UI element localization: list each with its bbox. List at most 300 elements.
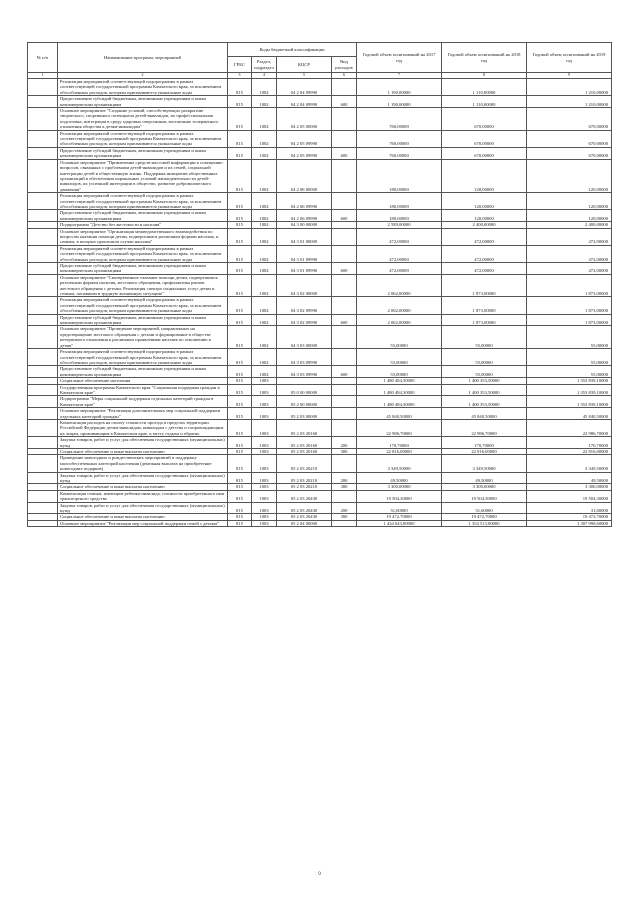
row-kcsr: 04 2 06 00000: [277, 159, 332, 192]
row-kcsr: 04 3 01 09990: [277, 245, 332, 262]
row-grbs: 815: [228, 79, 252, 96]
row-section: 1002: [252, 96, 277, 108]
row-kcsr: 05 2 00 00000: [277, 396, 332, 408]
row-number: [28, 326, 58, 349]
row-kvr: [332, 245, 357, 262]
row-amount-2018: 1 400 353,50000: [442, 396, 527, 408]
row-number: [28, 419, 58, 436]
row-amount-2017: 170,70000: [357, 437, 442, 449]
row-kvr: 600: [332, 366, 357, 378]
row-section: 1002: [252, 108, 277, 131]
row-kcsr: 04 2 04 09990: [277, 79, 332, 96]
row-kvr: 600: [332, 263, 357, 275]
budget-table: [27, 42, 612, 527]
row-amount-2017: 22 816,00000: [357, 449, 442, 455]
row-amount-2019: 670,00000: [527, 130, 612, 147]
row-amount-2019: 472,00000: [527, 228, 612, 245]
row-grbs: 815: [228, 378, 252, 384]
row-kvr: [332, 159, 357, 192]
row-kvr: 300: [332, 449, 357, 455]
row-amount-2018: 472,00000: [442, 228, 527, 245]
row-amount-2018: 55,00000: [442, 349, 527, 366]
row-amount-2019: 19 472,70000: [527, 514, 612, 520]
row-number: [28, 193, 58, 210]
row-kvr: [332, 455, 357, 472]
row-kvr: [332, 326, 357, 349]
row-kcsr: 04 2 05 00000: [277, 108, 332, 131]
column-index: 9: [527, 73, 612, 79]
row-number: [28, 96, 58, 108]
row-kvr: 600: [332, 210, 357, 222]
row-amount-2019: 22 986,70000: [527, 419, 612, 436]
row-amount-2018: 55,00000: [442, 326, 527, 349]
row-section: 1002: [252, 130, 277, 147]
row-kcsr: 04 2 04 09990: [277, 96, 332, 108]
row-name: Социальное обеспечение и иные выплаты населению: [58, 484, 228, 490]
row-amount-2019: 3 349,50000: [527, 455, 612, 472]
row-name: Реализация мероприятий соответствующей подпрограммы в рамках соответствующей государственной программы Камчатского края, за исключением обособленных расходов, которым присваиваются уникальные коды: [58, 79, 228, 96]
row-amount-2017: 180,00000: [357, 193, 442, 210]
row-amount-2019: 170,70000: [527, 437, 612, 449]
row-kcsr: 04 3 01 09990: [277, 263, 332, 275]
row-grbs: 815: [228, 159, 252, 192]
row-name: Реализация мероприятий соответствующей подпрограммы в рамках соответствующей государственной программы Камчатского края, за исключением обособленных расходов, которым присваиваются уникальные коды: [58, 130, 228, 147]
row-amount-2017: 1 480 484,30000: [357, 378, 442, 384]
row-amount-2017: 22 986,70000: [357, 419, 442, 436]
row-kcsr: 04 3 02 09990: [277, 314, 332, 326]
row-amount-2018: 1 400 353,50000: [442, 384, 527, 396]
row-name: Предоставление субсидий бюджетным, автономным учреждениям и иным некоммерческим организациям: [58, 147, 228, 159]
row-grbs: 815: [228, 514, 252, 520]
row-section: 1002: [252, 263, 277, 275]
row-amount-2018: 472,00000: [442, 245, 527, 262]
row-name: Предоставление субсидий бюджетным, автономным учреждениям и иным некоммерческим организациям: [58, 96, 228, 108]
row-amount-2017: 1 190,00000: [357, 79, 442, 96]
row-amount-2019: 670,00000: [527, 147, 612, 159]
row-kvr: [332, 297, 357, 314]
row-amount-2017: 31,60000: [357, 502, 442, 514]
table-row: [28, 79, 612, 96]
row-amount-2019: 45 840,50000: [527, 408, 612, 420]
row-kvr: [332, 274, 357, 297]
row-number: [28, 408, 58, 420]
row-section: 1003: [252, 520, 277, 526]
row-amount-2019: 1 873,00000: [527, 314, 612, 326]
table-row: [28, 366, 612, 378]
row-name: Основное мероприятие "Своевременное оказание помощи детям, подвергшимся различным формам насилия, жестокого обращения, профилактика рисков жестокого обращения с детьми. Реализация спектра социальных услуг детям и семьям, попавшим в трудную жизненную ситуацию": [58, 274, 228, 297]
table-row: [28, 159, 612, 192]
table-row: [28, 274, 612, 297]
row-amount-2017: 760,00000: [357, 130, 442, 147]
row-amount-2017: 472,00000: [357, 228, 442, 245]
row-section: 1002: [252, 159, 277, 192]
row-number: [28, 159, 58, 192]
row-amount-2017: 19 504,30000: [357, 490, 442, 502]
row-number: [28, 437, 58, 449]
table-body: [28, 79, 612, 527]
row-amount-2017: 180,00000: [357, 159, 442, 192]
row-section: 1002: [252, 314, 277, 326]
table-row: [28, 263, 612, 275]
row-kvr: 200: [332, 502, 357, 514]
row-number: [28, 228, 58, 245]
row-grbs: 815: [228, 147, 252, 159]
row-amount-2017: 49,50000: [357, 472, 442, 484]
row-section: 1002: [252, 147, 277, 159]
row-amount-2018: 1 873,00000: [442, 274, 527, 297]
row-grbs: 815: [228, 408, 252, 420]
row-grbs: 815: [228, 130, 252, 147]
row-amount-2017: 45 840,50000: [357, 408, 442, 420]
row-amount-2017: 3 349,50000: [357, 455, 442, 472]
row-kvr: [332, 228, 357, 245]
row-number: [28, 297, 58, 314]
row-kcsr: 05 2 03 20210: [277, 484, 332, 490]
row-amount-2018: 3 300,00000: [442, 484, 527, 490]
row-amount-2019: 472,00000: [527, 245, 612, 262]
row-kvr: [332, 419, 357, 436]
row-kcsr: 05 2 03 20430: [277, 490, 332, 502]
row-amount-2019: 2 400,00000: [527, 222, 612, 228]
table-row: [28, 297, 612, 314]
row-amount-2019: 1 353 839,10000: [527, 384, 612, 396]
row-grbs: 815: [228, 222, 252, 228]
row-number: [28, 490, 58, 502]
row-grbs: 815: [228, 455, 252, 472]
row-kvr: [332, 108, 357, 131]
row-amount-2017: 55,00000: [357, 349, 442, 366]
table-row: [28, 193, 612, 210]
row-name: Реализация мероприятий соответствующей подпрограммы в рамках соответствующей государственной программы Камчатского края, за исключением обособленных расходов, которым присваиваются уникальные коды: [58, 349, 228, 366]
row-amount-2018: 170,70000: [442, 437, 527, 449]
row-number: [28, 147, 58, 159]
row-kcsr: 05 2 04 00000: [277, 520, 332, 526]
header-name: Наименование программ, мероприятий: [58, 43, 228, 73]
row-amount-2018: 1 354 513,00000: [442, 520, 527, 526]
table-row: [28, 520, 612, 526]
header-2017: Годовой объем ассигнований на 2017 год: [357, 43, 442, 73]
row-amount-2017: 472,00000: [357, 245, 442, 262]
row-section: 1002: [252, 222, 277, 228]
row-amount-2017: 2 062,00000: [357, 274, 442, 297]
row-name: Социальное обеспечение населения: [58, 378, 228, 384]
row-section: 1002: [252, 366, 277, 378]
row-amount-2019: 1 210,00000: [527, 96, 612, 108]
row-amount-2017: 2 589,00000: [357, 222, 442, 228]
table-row: [28, 326, 612, 349]
row-number: [28, 314, 58, 326]
row-number: [28, 366, 58, 378]
row-section: 1003: [252, 408, 277, 420]
row-amount-2018: 49,50000: [442, 472, 527, 484]
row-number: [28, 263, 58, 275]
row-amount-2018: 670,00000: [442, 147, 527, 159]
row-section: 1003: [252, 472, 277, 484]
row-grbs: 815: [228, 263, 252, 275]
row-kcsr: 05 2 03 20430: [277, 502, 332, 514]
row-kvr: 600: [332, 314, 357, 326]
row-amount-2019: 1 353 839,10000: [527, 396, 612, 408]
column-index: 8: [442, 73, 527, 79]
row-name: Основное мероприятие "Привлечение средств массовой информации к освещению вопросов, связанных с проблемами детей-инвалидов и их семей, социальной интеграции детей в общественную жизнь. Поддержка инициатив общественных организаций в обеспечении нормальных условий жизнедеятельности детей-инвалидов, их успешной интеграции в общество, развитие добровольческого движения": [58, 159, 228, 192]
row-amount-2019: 55,00000: [527, 326, 612, 349]
table-row: [28, 437, 612, 449]
budget-table-sheet: [27, 42, 611, 527]
row-amount-2019: 55,00000: [527, 366, 612, 378]
row-grbs: 815: [228, 490, 252, 502]
row-grbs: 815: [228, 384, 252, 396]
row-amount-2018: 19 472,70000: [442, 514, 527, 520]
row-kcsr: 04 3 03 09990: [277, 366, 332, 378]
column-index: 3: [228, 73, 252, 79]
row-amount-2017: 1 480 484,30000: [357, 384, 442, 396]
column-index: 4: [252, 73, 277, 79]
row-kvr: [332, 396, 357, 408]
row-kcsr: 05 2 03 20160: [277, 437, 332, 449]
row-amount-2018: 22 816,00000: [442, 449, 527, 455]
row-section: 1003: [252, 396, 277, 408]
row-section: 1003: [252, 502, 277, 514]
row-section: 1003: [252, 384, 277, 396]
row-amount-2018: 120,00000: [442, 193, 527, 210]
row-name: Предоставление субсидий бюджетным, автономным учреждениям и иным некоммерческим организациям: [58, 366, 228, 378]
table-row: [28, 419, 612, 436]
row-amount-2017: 19 472,70000: [357, 514, 442, 520]
row-grbs: 815: [228, 484, 252, 490]
header-2019: Годовой объем ассигнований на 2019 год: [527, 43, 612, 73]
row-kcsr: 04 2 05 09990: [277, 147, 332, 159]
row-kcsr: 05 2 03 20210: [277, 455, 332, 472]
table-row: [28, 314, 612, 326]
row-kvr: [332, 408, 357, 420]
row-amount-2017: 180,00000: [357, 210, 442, 222]
header-number: № п/п: [28, 43, 58, 73]
row-kvr: 300: [332, 514, 357, 520]
row-number: [28, 520, 58, 526]
row-grbs: 815: [228, 96, 252, 108]
row-number: [28, 245, 58, 262]
row-amount-2019: 1 210,00000: [527, 79, 612, 96]
row-number: [28, 384, 58, 396]
row-amount-2017: 3 300,00000: [357, 484, 442, 490]
row-kcsr: 04 3 00 00000: [277, 222, 332, 228]
row-grbs: 815: [228, 366, 252, 378]
row-amount-2019: 1 873,00000: [527, 297, 612, 314]
row-name: Закупка товаров, работ и услуг для обеспечения государственных (муниципальных) нужд: [58, 437, 228, 449]
table-row: [28, 108, 612, 131]
row-section: 1002: [252, 326, 277, 349]
row-grbs: 815: [228, 472, 252, 484]
row-name: Основное мероприятие "Проведение мероприятий, направленных на предотвращение жестокого обращения с детьми и формирование в обществе нетерпимого отношения к различным проявлениям насилия по отношению к детям": [58, 326, 228, 349]
row-amount-2018: 19 504,30000: [442, 490, 527, 502]
row-amount-2018: 31,60000: [442, 502, 527, 514]
row-amount-2018: 120,00000: [442, 210, 527, 222]
row-kcsr: 05 2 03 20210: [277, 472, 332, 484]
row-section: 1002: [252, 210, 277, 222]
row-kcsr: 04 2 05 09990: [277, 130, 332, 147]
row-amount-2019: 120,00000: [527, 159, 612, 192]
row-amount-2018: 670,00000: [442, 108, 527, 131]
row-amount-2019: 670,00000: [527, 108, 612, 131]
row-section: 1003: [252, 449, 277, 455]
row-amount-2017: 1 480 484,30000: [357, 396, 442, 408]
row-section: 1003: [252, 490, 277, 502]
table-row: [28, 96, 612, 108]
row-section: 1002: [252, 297, 277, 314]
row-section: 1003: [252, 514, 277, 520]
row-kvr: 600: [332, 96, 357, 108]
row-amount-2018: 3 349,50000: [442, 455, 527, 472]
row-grbs: 815: [228, 502, 252, 514]
header-section: Раздел, подраздел: [252, 57, 277, 73]
row-grbs: 815: [228, 193, 252, 210]
row-name: Подпрограмма "Меры социальной поддержки отдельных категорий граждан в Камчатском крае": [58, 396, 228, 408]
row-number: [28, 274, 58, 297]
row-section: 1002: [252, 228, 277, 245]
row-amount-2019: 1 353 839,10000: [527, 378, 612, 384]
table-row: [28, 245, 612, 262]
table-row: [28, 349, 612, 366]
row-kcsr: 04 3 01 00000: [277, 228, 332, 245]
row-grbs: 815: [228, 349, 252, 366]
row-number: [28, 130, 58, 147]
row-kcsr: 04 3 03 09990: [277, 349, 332, 366]
row-name: Основное мероприятие "Реализация мер социальной поддержки семей с детьми": [58, 520, 228, 526]
table-row: [28, 472, 612, 484]
row-grbs: 815: [228, 314, 252, 326]
row-kvr: 200: [332, 472, 357, 484]
row-grbs: 815: [228, 419, 252, 436]
table-row: [28, 384, 612, 396]
row-section: 1003: [252, 378, 277, 384]
row-section: 1003: [252, 455, 277, 472]
row-name: Основное мероприятие "Реализация дополнительных мер социальной поддержки отдельных категорий граждан": [58, 408, 228, 420]
row-name: Основное мероприятие "Создание условий, способствующих раскрытию творческого, спортивного потенциала детей-инвалидов, их профессиональная подготовка, интеграция в среду здоровых сверстников, воспитание толерантного отношения общества к детям-инвалидам": [58, 108, 228, 131]
row-number: [28, 455, 58, 472]
row-section: 1002: [252, 274, 277, 297]
row-amount-2019: 49,50000: [527, 472, 612, 484]
row-name: Социальное обеспечение и иные выплаты населению: [58, 449, 228, 455]
header-kcsr: КЦСР: [277, 57, 332, 73]
row-name: Проведение новогодних и рождественских мероприятий и поддержку малообеспеченных категорий населения (денежная выплата на приобретение новогодних подарков): [58, 455, 228, 472]
row-amount-2018: 120,00000: [442, 159, 527, 192]
row-section: 1003: [252, 437, 277, 449]
row-kcsr: 05 2 03 20160: [277, 419, 332, 436]
row-section: 1003: [252, 419, 277, 436]
row-kvr: [332, 193, 357, 210]
row-amount-2019: 1 873,00000: [527, 274, 612, 297]
row-kvr: 300: [332, 484, 357, 490]
row-kcsr: 04 3 02 00000: [277, 274, 332, 297]
row-name: Закупка товаров, работ и услуг для обеспечения государственных (муниципальных) нужд: [58, 472, 228, 484]
row-section: 1002: [252, 79, 277, 96]
row-amount-2018: 1 110,00000: [442, 96, 527, 108]
row-kvr: 600: [332, 147, 357, 159]
row-kcsr: 05 0 00 00000: [277, 384, 332, 396]
row-grbs: 815: [228, 326, 252, 349]
row-kcsr: 04 2 06 09990: [277, 210, 332, 222]
row-kvr: 200: [332, 437, 357, 449]
row-number: [28, 210, 58, 222]
row-amount-2019: 55,00000: [527, 349, 612, 366]
row-amount-2017: 2 062,00000: [357, 314, 442, 326]
row-grbs: 815: [228, 520, 252, 526]
row-amount-2018: 472,00000: [442, 263, 527, 275]
table-row: [28, 502, 612, 514]
row-amount-2018: 1 110,00000: [442, 79, 527, 96]
row-name: Подпрограмма "Детство без жестокости и насилия": [58, 222, 228, 228]
header-2018: Годовой объем ассигнований на 2018 год: [442, 43, 527, 73]
row-name: Компенсация расходов на оплату стоимости проезда в пределах территории Российской Федерации детям-инвалидам, инвалидам с детства и сопровождающим их лицам, проживающим в Камчатском крае, к месту отдыха и обратно: [58, 419, 228, 436]
row-amount-2018: 670,00000: [442, 130, 527, 147]
row-kcsr: 04 2 06 09990: [277, 193, 332, 210]
row-number: [28, 108, 58, 131]
row-amount-2017: 1 190,00000: [357, 96, 442, 108]
row-grbs: 815: [228, 297, 252, 314]
row-amount-2019: 22 816,00000: [527, 449, 612, 455]
row-amount-2019: 31,60000: [527, 502, 612, 514]
table-row: [28, 147, 612, 159]
row-amount-2017: 472,00000: [357, 263, 442, 275]
row-amount-2018: 22 986,70000: [442, 419, 527, 436]
row-amount-2019: 120,00000: [527, 210, 612, 222]
row-amount-2018: 1 873,00000: [442, 314, 527, 326]
row-section: 1003: [252, 484, 277, 490]
row-section: 1002: [252, 349, 277, 366]
row-section: 1002: [252, 193, 277, 210]
row-kcsr: 04 3 03 00000: [277, 326, 332, 349]
row-name: Реализация мероприятий соответствующей подпрограммы в рамках соответствующей государственной программы Камчатского края, за исключением обособленных расходов, которым присваиваются уникальные коды: [58, 193, 228, 210]
row-amount-2019: 472,00000: [527, 263, 612, 275]
row-name: Реализация мероприятий соответствующей подпрограммы в рамках соответствующей государственной программы Камчатского края, за исключением обособленных расходов, которым присваиваются уникальные коды: [58, 245, 228, 262]
row-kvr: [332, 520, 357, 526]
row-kcsr: 04 3 02 09990: [277, 297, 332, 314]
row-grbs: 815: [228, 274, 252, 297]
table-row: [28, 455, 612, 472]
row-amount-2017: 760,00000: [357, 147, 442, 159]
row-kvr: [332, 79, 357, 96]
row-amount-2017: 760,00000: [357, 108, 442, 131]
row-amount-2017: 55,00000: [357, 366, 442, 378]
row-name: Предоставление субсидий бюджетным, автономным учреждениям и иным некоммерческим организациям: [58, 263, 228, 275]
row-name: Предоставление субсидий бюджетным, автономным учреждениям и иным некоммерческим организациям: [58, 314, 228, 326]
row-name: Закупка товаров, работ и услуг для обеспечения государственных (муниципальных) нужд: [58, 502, 228, 514]
row-grbs: 815: [228, 210, 252, 222]
row-grbs: 815: [228, 108, 252, 131]
row-amount-2017: 2 062,00000: [357, 297, 442, 314]
row-amount-2018: 1 873,00000: [442, 297, 527, 314]
row-number: [28, 502, 58, 514]
row-amount-2018: 55,00000: [442, 366, 527, 378]
row-kvr: [332, 384, 357, 396]
header-codes-group: Коды бюджетной классификации: [228, 43, 357, 57]
row-amount-2019: 19 504,30000: [527, 490, 612, 502]
row-name: Социальное обеспечение и иные выплаты населению: [58, 514, 228, 520]
row-kcsr: 05 2 03 20160: [277, 449, 332, 455]
table-row: [28, 130, 612, 147]
table-row: [28, 228, 612, 245]
row-grbs: 815: [228, 396, 252, 408]
table-row: [28, 210, 612, 222]
row-amount-2018: 2 400,00000: [442, 222, 527, 228]
row-kvr: [332, 490, 357, 502]
row-number: [28, 349, 58, 366]
row-number: [28, 396, 58, 408]
column-index: 7: [357, 73, 442, 79]
row-grbs: 815: [228, 449, 252, 455]
row-amount-2018: 45 840,50000: [442, 408, 527, 420]
table-row: [28, 490, 612, 502]
